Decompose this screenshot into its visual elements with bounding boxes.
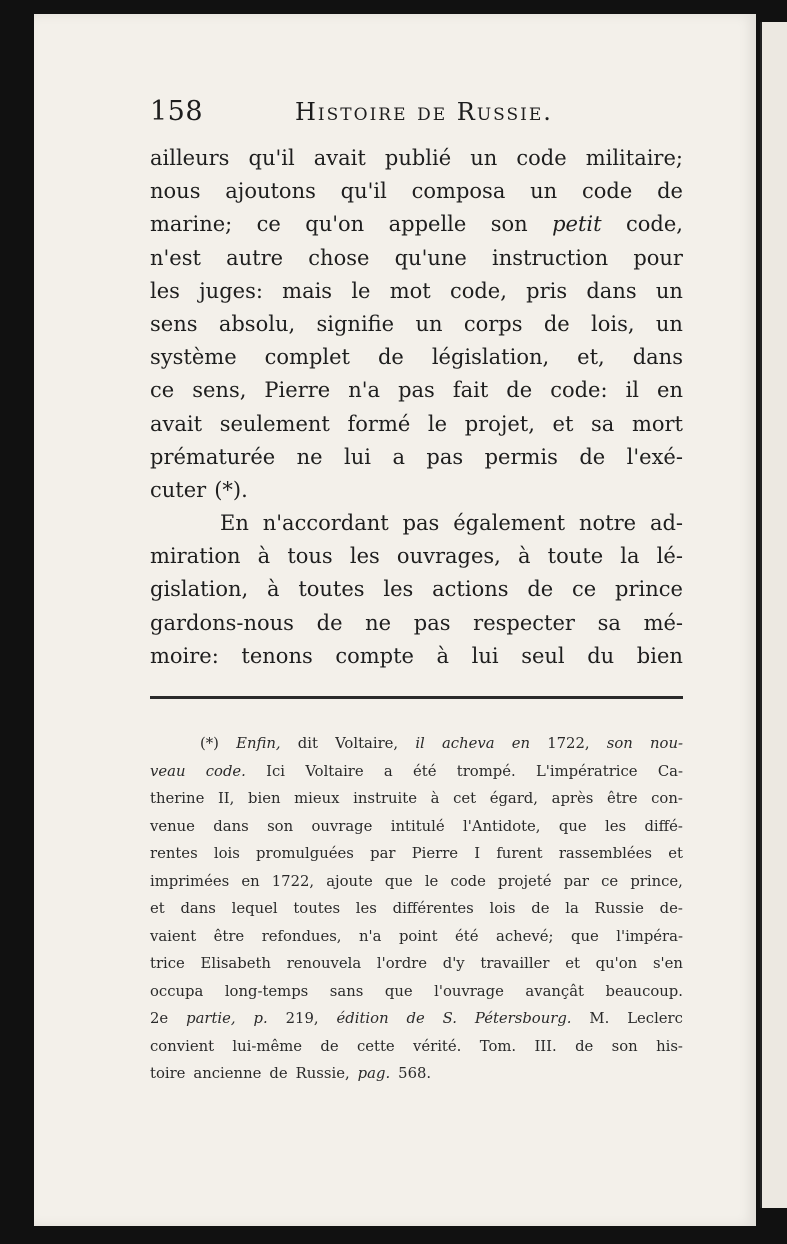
word: promulguées — [256, 845, 354, 862]
adjacent-page-edge — [760, 22, 787, 1208]
word: projet, — [464, 411, 535, 436]
word: pas — [402, 511, 440, 536]
word: lequel — [231, 900, 278, 917]
word: été — [455, 927, 479, 945]
word: tenons — [241, 643, 313, 668]
text-line — [150, 441, 683, 474]
word: par — [370, 845, 396, 862]
word: avançât — [525, 982, 584, 1000]
word: toutes — [293, 900, 341, 917]
word: les — [355, 900, 377, 917]
word: complet — [264, 345, 350, 370]
word: la — [565, 900, 579, 917]
word: renouvela — [286, 955, 362, 972]
word: corps — [463, 311, 523, 336]
word: L'impératrice — [535, 762, 638, 780]
word: qu'il — [340, 179, 387, 204]
word: n'est — [150, 245, 201, 270]
word: Voltaire — [305, 762, 364, 780]
word: de — [543, 311, 570, 336]
word: de- — [659, 900, 683, 917]
word: diffé- — [644, 817, 683, 835]
word: II, — [217, 790, 235, 807]
word: code, — [626, 212, 683, 237]
word: trompé. — [456, 762, 516, 780]
word: mé- — [643, 610, 683, 635]
word: actions — [432, 577, 509, 602]
word: venue — [150, 817, 195, 835]
footnote-line — [150, 730, 683, 758]
word: de — [527, 577, 554, 602]
word: un — [470, 146, 498, 170]
word: seul — [521, 643, 565, 668]
word: et, — [577, 345, 605, 370]
word: de — [579, 444, 606, 469]
word: lois — [213, 845, 240, 862]
footnote-line — [150, 785, 683, 813]
word: de — [269, 1065, 288, 1082]
word: dans — [632, 345, 683, 370]
word: de — [506, 378, 533, 403]
word: miration — [150, 544, 241, 569]
word: a — [392, 444, 405, 469]
word: (*). — [214, 477, 248, 502]
text-line — [150, 242, 683, 275]
footnote-line — [150, 1005, 683, 1033]
text-line — [150, 275, 683, 308]
word: rentes — [150, 845, 198, 862]
word: bien — [636, 643, 683, 668]
footnote-line — [150, 868, 683, 896]
word: de — [531, 900, 550, 917]
word: qu'on — [305, 212, 365, 237]
word: S. — [442, 1010, 457, 1027]
word: seulement — [219, 411, 330, 436]
word: beaucoup. — [605, 982, 683, 1000]
word: sens — [150, 311, 198, 336]
word: Tom. — [479, 1037, 517, 1055]
word: refondues, — [261, 927, 342, 945]
word: cette — [356, 1037, 395, 1055]
word: ne — [365, 610, 392, 635]
word: son — [490, 212, 528, 237]
text-line — [150, 308, 683, 341]
word: les — [150, 278, 180, 303]
text-line — [150, 408, 683, 441]
word: que — [558, 817, 587, 835]
word: lois, — [591, 311, 635, 336]
word: Voltaire, — [335, 735, 399, 752]
word: l'impéra- — [616, 927, 683, 945]
word: veau — [150, 762, 186, 780]
word: toire — [150, 1065, 186, 1082]
word: Elisabeth — [200, 955, 271, 972]
text-line — [150, 540, 683, 573]
text-line — [150, 507, 683, 540]
word: respecter — [473, 610, 575, 635]
word: 568. — [398, 1065, 432, 1082]
word: his- — [656, 1037, 683, 1055]
word: pas — [413, 610, 451, 635]
word: prince, — [630, 872, 683, 890]
word: moire: — [150, 643, 219, 668]
word: En — [220, 511, 249, 536]
word: ce — [256, 212, 281, 237]
running-head — [150, 96, 685, 136]
word: n'accordant — [262, 511, 389, 536]
word: n'a — [359, 927, 382, 945]
word: par — [563, 872, 590, 890]
word: dans — [180, 900, 216, 917]
word: ce — [150, 378, 175, 403]
footnote-line — [150, 1060, 683, 1088]
footnote — [150, 730, 683, 1088]
footnote-line — [150, 1033, 683, 1061]
word: marine; — [150, 212, 233, 237]
word: instruite — [353, 790, 417, 807]
word: mieux — [294, 790, 340, 807]
word: Ca- — [657, 762, 683, 780]
word: mot — [389, 278, 431, 303]
word: de — [316, 610, 343, 635]
word: toutes — [298, 577, 365, 602]
word: son — [611, 1037, 638, 1055]
word: pas — [426, 444, 464, 469]
word: que — [384, 982, 413, 1000]
word: con- — [651, 790, 683, 807]
word: en — [241, 872, 260, 890]
word: le — [427, 411, 448, 436]
running-title: Histoire de Russie. — [295, 98, 553, 126]
word: appelle — [388, 212, 467, 237]
word: ouvrages, — [396, 544, 501, 569]
word: à — [517, 544, 531, 569]
word: autre — [226, 245, 284, 270]
word: les — [383, 577, 414, 602]
word: après — [551, 790, 594, 807]
word: gardons-nous — [150, 610, 294, 635]
word: Pierre — [264, 378, 331, 403]
word: Russie — [594, 900, 644, 917]
word: de — [377, 345, 404, 370]
word: pour — [633, 245, 683, 270]
word: code — [450, 872, 486, 890]
word: Leclerc — [627, 1010, 683, 1027]
word: à — [257, 544, 271, 569]
word: ancienne — [193, 1065, 262, 1082]
footnote-line — [150, 758, 683, 786]
word: s'en — [652, 955, 683, 972]
word: convient — [150, 1037, 215, 1055]
word: ajoutons — [225, 179, 316, 204]
word: la — [620, 544, 640, 569]
text-line — [150, 142, 683, 175]
word: nous — [150, 179, 201, 204]
footnote-rule — [150, 696, 683, 699]
word: et — [565, 955, 580, 972]
word: code — [516, 146, 567, 170]
word: n'a — [348, 378, 381, 403]
word: mais — [282, 278, 333, 303]
word: code. — [205, 762, 246, 780]
word: les — [349, 544, 380, 569]
word: toute — [547, 544, 604, 569]
word: composa — [411, 179, 506, 204]
word: être — [213, 927, 245, 945]
page-number: 158 — [150, 96, 204, 127]
word: furent — [496, 845, 543, 862]
word: un — [655, 278, 683, 303]
word: cet — [453, 790, 477, 807]
word: été — [413, 762, 437, 780]
word: absolu, — [218, 311, 296, 336]
word: 1722, — [271, 872, 315, 890]
word: il — [415, 735, 425, 752]
word: rassemblées — [558, 845, 653, 862]
word: code — [582, 179, 633, 204]
word: ne — [296, 444, 323, 469]
word: un — [415, 311, 443, 336]
word: que — [571, 927, 599, 945]
word: tous — [287, 544, 333, 569]
footnote-line — [150, 978, 683, 1006]
word: formé — [347, 411, 411, 436]
word: de — [575, 1037, 594, 1055]
word: signifie — [316, 311, 395, 336]
word: lui-même — [232, 1037, 302, 1055]
word: ajoute — [326, 872, 373, 890]
word: ce — [572, 577, 597, 602]
word: prématurée — [150, 444, 276, 469]
word: que — [384, 872, 413, 890]
word: de — [657, 179, 683, 204]
footnote-line — [150, 840, 683, 868]
word: qu'il — [248, 146, 295, 170]
word: 219, — [285, 1010, 319, 1027]
word: occupa — [150, 982, 204, 1000]
text-line — [150, 640, 683, 673]
word: point — [398, 927, 438, 945]
word: égard, — [489, 790, 538, 807]
text-line — [150, 573, 683, 606]
word: le — [424, 872, 439, 890]
word: chose — [308, 245, 370, 270]
word: les — [605, 817, 627, 835]
word: militaire; — [585, 146, 683, 170]
word: juges: — [199, 278, 263, 303]
word: vaient — [150, 927, 197, 945]
text-line — [150, 208, 683, 241]
text-line — [150, 474, 683, 507]
word: pag. — [357, 1065, 391, 1082]
word: sa — [597, 610, 621, 635]
word: Pétersbourg. — [474, 1010, 572, 1027]
word: nou- — [650, 735, 683, 752]
text-line — [150, 607, 683, 640]
word: Pierre — [411, 845, 459, 862]
word: sans — [329, 982, 364, 1000]
word: lois — [489, 900, 516, 917]
word: 1722, — [547, 735, 590, 752]
word: le — [351, 278, 371, 303]
word: compte — [335, 643, 414, 668]
word: son — [267, 817, 294, 835]
word: Russie, — [295, 1065, 350, 1082]
word: de — [320, 1037, 339, 1055]
word: ad- — [649, 511, 683, 536]
text-line — [150, 341, 683, 374]
word: en — [511, 735, 531, 752]
word: acheva — [441, 735, 495, 752]
footnote-line — [150, 950, 683, 978]
word: vérité. — [413, 1037, 462, 1055]
footnote-line — [150, 923, 683, 951]
word: prince — [615, 577, 683, 602]
word: dans — [586, 278, 637, 303]
word: édition — [336, 1010, 389, 1027]
word: permis — [484, 444, 558, 469]
word: sens, — [192, 378, 247, 403]
word: instruction — [492, 245, 609, 270]
word: intitulé — [390, 817, 445, 835]
word: système — [150, 345, 237, 370]
word: de — [406, 1010, 425, 1027]
word: avait — [313, 146, 366, 170]
word: cuter — [150, 477, 207, 502]
word: et — [150, 900, 165, 917]
word: M. — [589, 1010, 610, 1027]
word: qu'une — [394, 245, 467, 270]
word: l'ouvrage — [434, 982, 504, 1000]
word: en — [657, 378, 683, 403]
word: également — [453, 511, 566, 536]
word: sa — [591, 411, 615, 436]
word: d'y — [442, 955, 465, 972]
word: p. — [253, 1010, 268, 1027]
word: mort — [631, 411, 683, 436]
word: l'ordre — [376, 955, 427, 972]
word: à — [436, 643, 450, 668]
word: l'Antidote, — [463, 817, 541, 835]
word: achevé; — [496, 927, 554, 945]
word: l'exé- — [626, 444, 683, 469]
word: il — [625, 378, 639, 403]
word: partie, — [186, 1010, 236, 1027]
word: un — [655, 311, 683, 336]
word: III. — [534, 1037, 557, 1055]
word: Enfin, — [236, 735, 281, 752]
word: son — [606, 735, 633, 752]
word: long-temps — [224, 982, 309, 1000]
word: I — [474, 845, 481, 862]
word: du — [587, 643, 615, 668]
word: un — [530, 179, 558, 204]
word: therine — [150, 790, 205, 807]
word: ailleurs — [150, 146, 230, 170]
text-line — [150, 374, 683, 407]
word: notre — [578, 511, 637, 536]
word: pas — [398, 378, 435, 403]
word: qu'on — [595, 955, 638, 972]
footnote-line — [150, 813, 683, 841]
word: législation, — [431, 345, 550, 370]
word: a — [383, 762, 393, 780]
word: bien — [247, 790, 281, 807]
word: publié — [384, 146, 452, 170]
word: projeté — [498, 872, 552, 890]
word: imprimées — [150, 872, 230, 890]
word: (*) — [200, 735, 219, 752]
footnote-line — [150, 895, 683, 923]
word: Ici — [266, 762, 286, 780]
word: à — [266, 577, 280, 602]
main-text — [150, 142, 683, 673]
word: trice — [150, 955, 185, 972]
word: dans — [213, 817, 249, 835]
word: ouvrage — [311, 817, 373, 835]
word: petit — [552, 212, 602, 237]
word: et — [668, 845, 683, 862]
word: lé- — [656, 544, 683, 569]
word: avait — [150, 411, 203, 436]
word: lui — [471, 643, 499, 668]
word: travailler — [480, 955, 550, 972]
word: à — [430, 790, 440, 807]
word: gislation, — [150, 577, 249, 602]
word: être — [606, 790, 638, 807]
word: dit — [297, 735, 318, 752]
word: ce — [601, 872, 619, 890]
word: lui — [344, 444, 371, 469]
word: code, — [449, 278, 507, 303]
word: et — [552, 411, 574, 436]
word: pris — [526, 278, 568, 303]
word: différentes — [392, 900, 474, 917]
word: 2e — [150, 1010, 169, 1027]
word: code: — [550, 378, 608, 403]
word: fait — [452, 378, 489, 403]
text-line — [150, 175, 683, 208]
